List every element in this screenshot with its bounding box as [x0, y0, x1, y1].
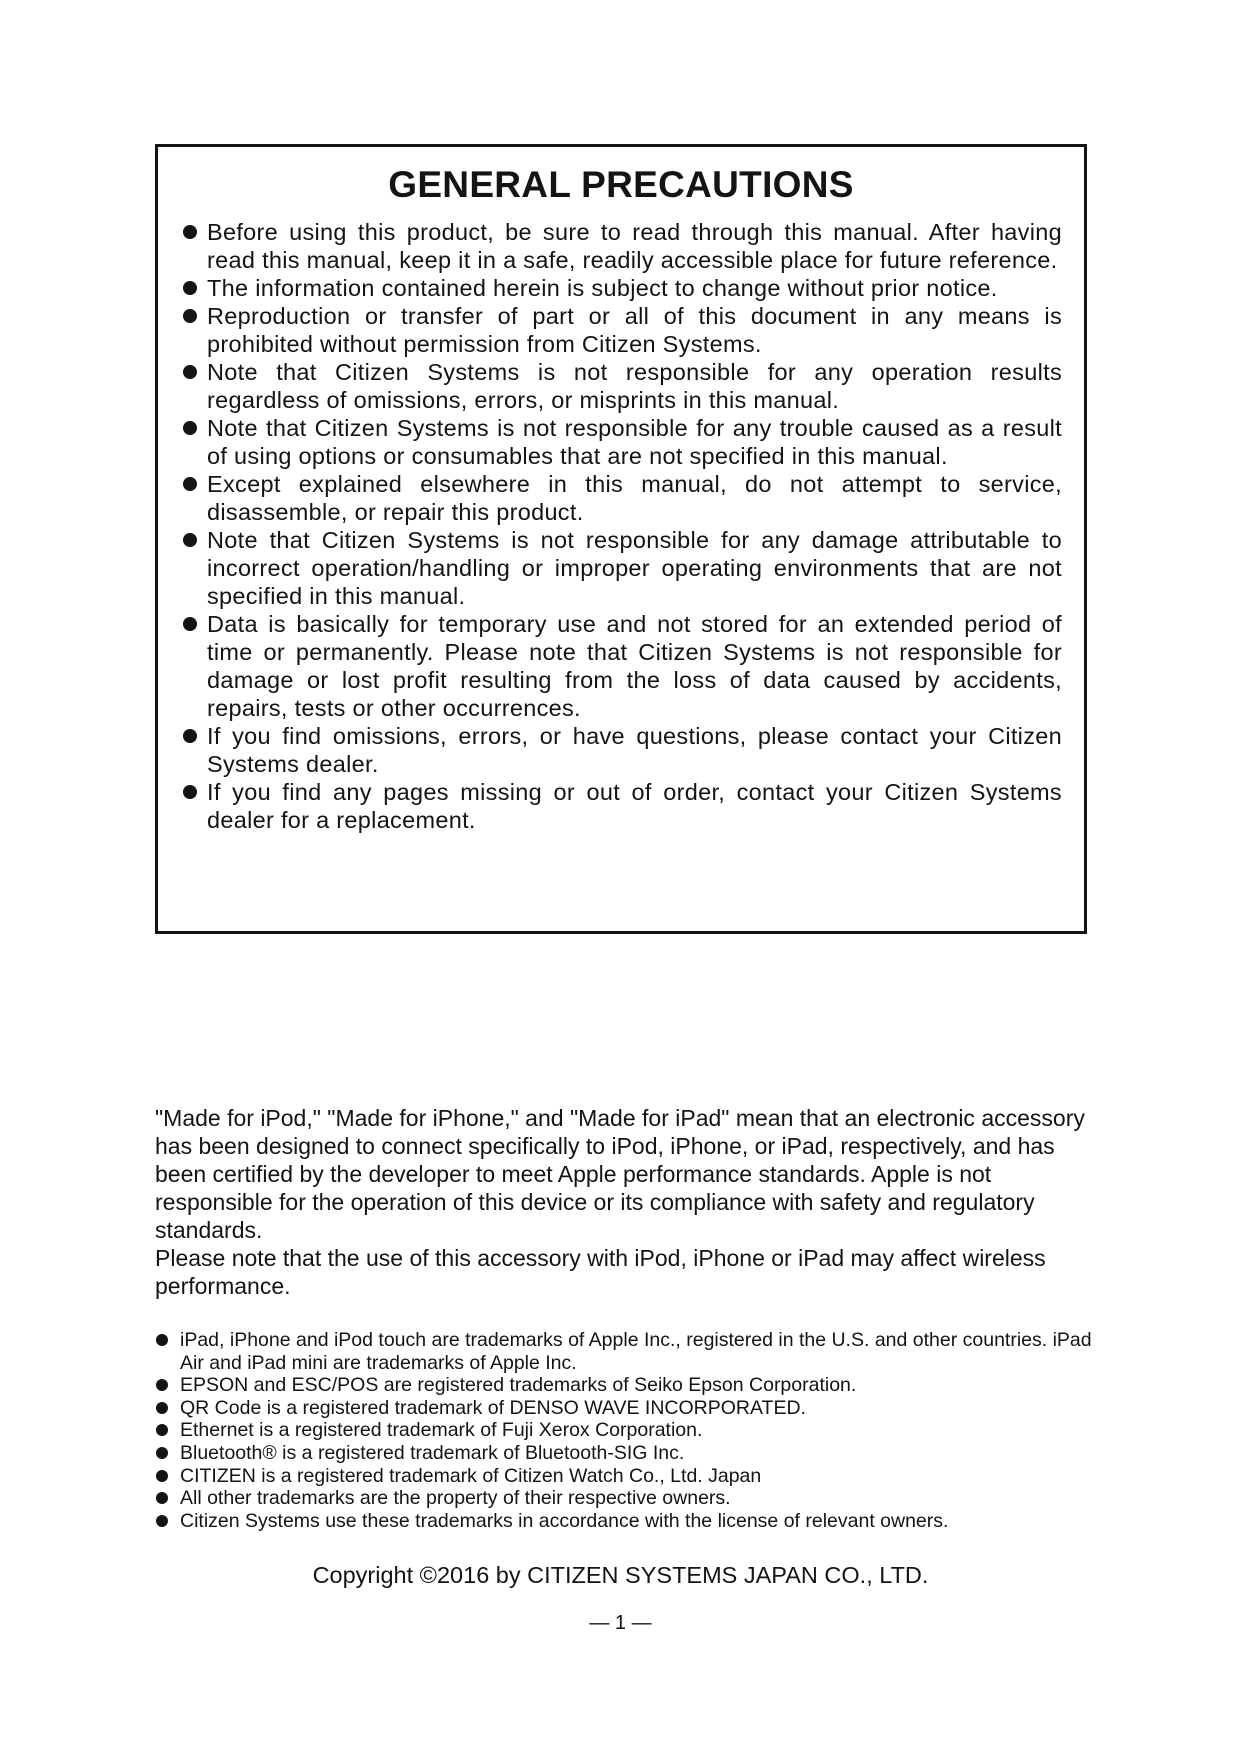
precautions-title: GENERAL PRECAUTIONS	[388, 164, 854, 205]
trademark-item: iPad, iPhone and iPod touch are trademarks of Apple Inc., registered in the U.S. and other countries. iPad Air and iPad mini are trademarks of Apple Inc.	[155, 1329, 1100, 1374]
precaution-item: Data is basically for temporary use and not stored for an extended period of time or permanently. Please note that Citizen Systems is not responsible for damage or lost profit resulting from the loss of data caused by accidents, repairs, tests or other occurrences.	[182, 610, 1062, 722]
precaution-item: Note that Citizen Systems is not responsible for any damage attributable to incorrect operation/handling or improper operating environments that are not specified in this manual.	[182, 526, 1062, 610]
trademark-item: Bluetooth® is a registered trademark of Bluetooth-SIG Inc.	[155, 1442, 1100, 1465]
precaution-item: Before using this product, be sure to read through this manual. After having read this manual, keep it in a safe, readily accessible place for future reference.	[182, 218, 1062, 274]
precautions-list	[182, 218, 1062, 834]
apple-notice-paragraph: Please note that the use of this accessory with iPod, iPhone or iPad may affect wireless performance.	[155, 1245, 1046, 1299]
trademark-list	[155, 1329, 1100, 1532]
apple-notice-paragraph: "Made for iPod," "Made for iPhone," and "Made for iPad" mean that an electronic accessory has been designed to connect specifically to iPod, iPhone, or iPad, respectively, and has been certified by the developer to meet Apple performance standards. Apple is not responsible for the operation of this device or its compliance with safety and regulatory standards.	[155, 1105, 1085, 1243]
precaution-item: Reproduction or transfer of part or all of this document in any means is prohibited without permission from Citizen Systems.	[182, 302, 1062, 358]
precaution-item: If you find omissions, errors, or have questions, please contact your Citizen Systems dealer.	[182, 722, 1062, 778]
precaution-item: The information contained herein is subject to change without prior notice.	[182, 274, 1062, 302]
trademark-item: CITIZEN is a registered trademark of Citizen Watch Co., Ltd. Japan	[155, 1465, 1100, 1488]
precaution-item: Note that Citizen Systems is not responsible for any trouble caused as a result of using options or consumables that are not specified in this manual.	[182, 414, 1062, 470]
trademark-item: EPSON and ESC/POS are registered trademarks of Seiko Epson Corporation.	[155, 1374, 1100, 1397]
precaution-item: Except explained elsewhere in this manual, do not attempt to service, disassemble, or repair this product.	[182, 470, 1062, 526]
copyright-notice: Copyright ©2016 by CITIZEN SYSTEMS JAPAN CO., LTD.	[312, 1562, 929, 1588]
apple-notice	[155, 1104, 1095, 1300]
page-number: — 1 —	[589, 1612, 652, 1634]
precaution-item: Note that Citizen Systems is not responsible for any operation results regardless of omissions, errors, or misprints in this manual.	[182, 358, 1062, 414]
trademark-item: Citizen Systems use these trademarks in accordance with the license of relevant owners.	[155, 1510, 1100, 1533]
trademark-item: All other trademarks are the property of their respective owners.	[155, 1487, 1100, 1510]
general-precautions-box	[155, 144, 1087, 934]
trademark-item: QR Code is a registered trademark of DENSO WAVE INCORPORATED.	[155, 1397, 1100, 1420]
trademark-item: Ethernet is a registered trademark of Fuji Xerox Corporation.	[155, 1419, 1100, 1442]
precaution-item: If you find any pages missing or out of order, contact your Citizen Systems dealer for a replacement.	[182, 778, 1062, 834]
